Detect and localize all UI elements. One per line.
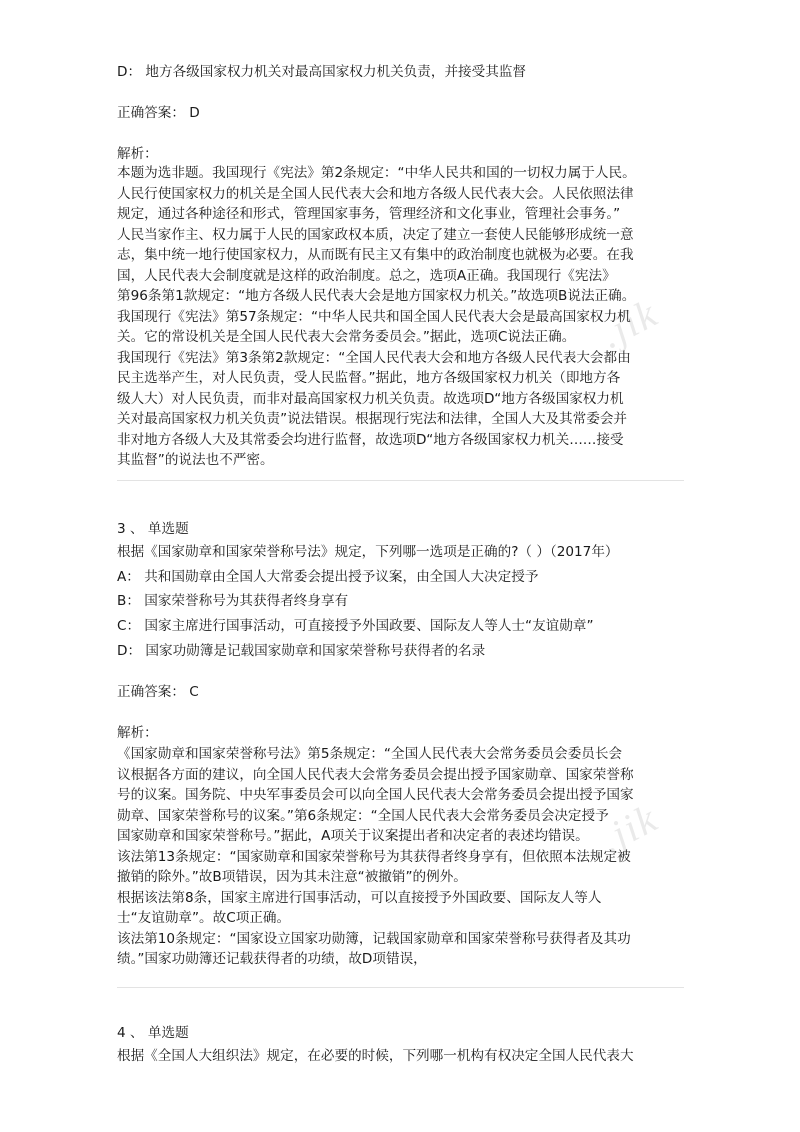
watermark: .jik [592,795,666,862]
question-stem: 根据《国家勋章和国家荣誉称号法》规定，下列哪一选项是正确的?（ ）（2017年） [117,544,619,560]
analysis-label: 解析： [117,146,158,162]
option-d: D： 国家功勋簿是记载国家勋章和国家荣誉称号获得者的名录 [117,643,486,659]
option-d: D： 地方各级国家权力机关对最高国家权力机关负责，并接受其监督 [117,64,527,80]
analysis-text: 《国家勋章和国家荣誉称号法》第5条规定：“全国人民代表大会常务委员会委员长会 议根据各方面的建议，向全国人民代表大会常务委员会提出授予国家勋章、国家荣誉称 号的议案。国务院、中央军事委员会可以向全国人民代表大会常务委员会提出授予国家 勋章、国家荣誉称号的议案。”第6条规定：“全国人民代表大会常务委员会决定授予 国家勋章和国家荣誉称号。”据此，A项关于议案提出者和决定者的表述均错误。 该法第13条规定：“国家勋章和国家荣誉称号为其获得者终身享有，但依照本法规定被 撤销的除外。”故B项错误，因为其未注意“被撤销”的例外。 根据该法第8条，国家主席进行国事活动，可以直接授予外国政要、国际友人等人 士“友谊勋章”。故C项正确。 该法第10条规定：“国家设立国家功勋簿，记载国家勋章和国家荣誉称号获得者及其功 绩。”国家功勋簿还记载获得者的功绩，故D项错误， [117,746,634,967]
divider [117,987,684,988]
option-b: B： 国家荣誉称号为其获得者终身享有 [117,593,349,609]
correct-answer: 正确答案： C [117,684,199,700]
option-a: A： 共和国勋章由全国人大常委会提出授予议案，由全国人大决定授予 [117,569,539,585]
correct-answer: 正确答案： D [117,105,200,121]
divider [117,480,684,481]
analysis-label: 解析： [117,725,158,741]
question-header: 3 、 单选题 [117,521,189,537]
watermark: .jik [592,290,666,357]
analysis-text: 本题为选非题。我国现行《宪法》第2条规定：“中华人民共和国的一切权力属于人民。 人民行使国家权力的机关是全国人民代表大会和地方各级人民代表大会。人民依照法律 规定，通过各种途径和形式，管理国家事务，管理经济和文化事业，管理社会事务。” 人民当家作主、权力属于人民的国家政权本质，决定了建立一套使人民能够形成统一意 志，集中统一地行使国家权力，从而既有民主又有集中的政治制度也就极为必要。在我 国，人民代表大会制度就是这样的政治制度。总之，选项A正确。我国现行《宪法》 第96条第1款规定：“地方各级人民代表大会是地方国家权力机关。”故选项B说法正确。 我国现行《宪法》第57条规定：“中华人民共和国全国人民代表大会是最高国家权力机 关。它的常设机关是全国人民代表大会常务委员会。”据此，选项C说法正确。 我国现行《宪法》第3条第2款规定：“全国人民代表大会和地方各级人民代表大会都由 民主选举产生，对人民负责，受人民监督。”据此，地方各级国家权力机关（即地方各 级人大）对人民负责，而非对最高国家权力机关负责。故选项D“地方各级国家权力机 关对最高国家权力机关负责”说法错误。根据现行宪法和法律，全国人大及其常委会并 非对地方各级人大及其常委会均进行监督，故选项D“地方各级国家权力机关……接受 其监督”的说法也不严密。 [117,165,636,468]
question-stem: 根据《全国人大组织法》规定，在必要的时候，下列哪一机构有权决定全国人民代表大 [117,1048,634,1064]
question-header: 4 、 单选题 [117,1025,189,1041]
option-c: C： 国家主席进行国事活动，可直接授予外国政要、国际友人等人士“友谊勋章” [117,618,594,634]
